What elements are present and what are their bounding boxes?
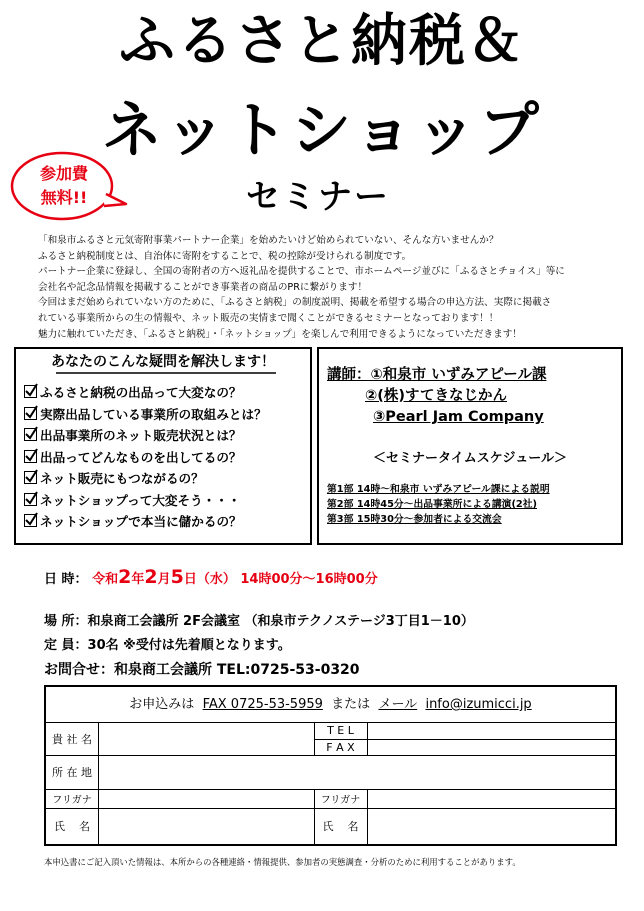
event-contact [44, 659, 360, 679]
form-header-prefix: お申込みは [129, 697, 195, 712]
address-field[interactable] [99, 756, 614, 788]
date-era: 令和 [92, 572, 119, 587]
lecturer-2: ②(株)すてきなじかん [365, 388, 507, 404]
event-place [44, 610, 474, 629]
furigana-field-1[interactable] [99, 790, 313, 807]
question-item [24, 381, 267, 403]
checkbox-icon [24, 493, 37, 506]
checkbox-icon [24, 428, 37, 441]
lecturer-3: ③Pearl Jam Company [373, 409, 544, 425]
address-label: 所 在 地 [52, 766, 92, 779]
intro-line: 会社名や記念品情報を掲載することができ事業者の商品のPRに繋がります！ [38, 281, 368, 293]
fax-label: F A X [326, 740, 355, 754]
questions-box [14, 347, 312, 545]
date-day: 5 [170, 566, 184, 588]
contact-label: お問合せ： [44, 662, 114, 678]
email-address[interactable]: info@izumicci.jp [425, 697, 532, 712]
intro-line: ふるさと納税制度とは、自治体に寄附をすることで、税の控除が受けられる制度です。 [38, 250, 412, 262]
schedule-title: ＜セミナータイムスケジュール＞ [373, 451, 567, 466]
capacity-label: 定 員： [44, 638, 88, 653]
lecturers-box [317, 347, 623, 545]
intro-text [38, 233, 618, 342]
date-value [92, 566, 378, 588]
question-text: ネットショップで本当に儲かるの？ [40, 514, 242, 530]
date-nen: 年 [131, 572, 145, 587]
form-or: または [331, 697, 371, 712]
questions-heading: あなたのこんな疑問を解決します！ [51, 354, 275, 370]
date-month: 2 [144, 566, 158, 588]
question-text: 出品事業所のネット販売状況とは？ [40, 428, 242, 444]
checkbox-icon [24, 407, 37, 420]
question-text: ネットショップって大変そう・・・ [40, 492, 241, 508]
question-item [24, 446, 267, 468]
question-item [24, 424, 267, 446]
schedule-item: 第2部 14時45分～出品事業所による講演(2社) [327, 499, 538, 510]
schedule-item: 第1部 14時～和泉市 いずみアピール課による説明 [327, 484, 550, 495]
date-year: 2 [118, 566, 132, 588]
company-label: 貴 社 名 [52, 732, 92, 746]
lecturer-label: 講師： [327, 367, 371, 383]
application-form [44, 685, 617, 846]
fax-number: FAX 0725-53-5959 [202, 697, 323, 712]
checkbox-icon [24, 471, 37, 484]
place-label: 場 所： [44, 614, 88, 629]
heading-underline [56, 371, 276, 375]
name-field-2[interactable] [368, 809, 614, 843]
free-badge [6, 148, 128, 232]
title-line-2: ネットショップ [102, 96, 542, 166]
checkbox-icon [24, 385, 37, 398]
schedule-list [327, 482, 550, 527]
question-item [24, 510, 267, 532]
date-gatsu: 月 [157, 572, 171, 587]
fax-field[interactable] [368, 740, 614, 754]
date-label: 日 時： [44, 572, 88, 587]
question-item [24, 467, 267, 489]
tel-label: T E L [327, 724, 354, 737]
place-value: 和泉商工会議所 2F会議室 （和泉市テクノステージ3丁目1－10） [87, 614, 474, 629]
form-header [46, 687, 615, 723]
question-text: 出品ってどんなものを出してるの？ [40, 449, 242, 465]
question-text: 実際出品している事業所の取組みとは？ [40, 406, 267, 422]
badge-line-2: 無料!! [40, 188, 88, 207]
checkbox-icon [24, 450, 37, 463]
lecturer-1: ①和泉市 いずみアピール課 [370, 367, 547, 383]
checkbox-icon [24, 514, 37, 527]
question-text: ネット販売にもつながるの？ [40, 471, 204, 487]
intro-line: 魅力に触れていただき、「ふるさと納税」・「ネットショップ」を楽しんで利用できるようになっていただきます！ [38, 328, 522, 340]
capacity-value: 30名 ※受付は先着順となります。 [87, 638, 291, 653]
badge-line-1: 参加費 [39, 164, 88, 183]
lecturer-line-1 [327, 365, 546, 385]
intro-line: パートナー企業に登録し、全国の寄附者の方へ返礼品を提供することで、市ホームページ並びに「ふるさとチョイス」等に [38, 266, 565, 278]
event-capacity [44, 634, 291, 653]
date-time: （水） 14時00分～16時00分 [196, 572, 378, 587]
furigana-label-1: フリガナ [52, 795, 92, 806]
title-line-1: ふるさと納税＆ [119, 9, 525, 74]
schedule-item: 第3部 15時30分～参加者による交流会 [327, 514, 502, 525]
questions-list [24, 381, 267, 532]
footnote: 本申込書にご記入頂いた情報は、本所からの各種連絡・情報提供、参加者の実態調査・分析のために利用することがあります。 [44, 857, 521, 867]
title-line-3: セミナー [246, 177, 390, 217]
date-nichi: 日 [183, 572, 197, 587]
furigana-label-2: フリガナ [320, 795, 361, 806]
name-label-1: 氏 名 [54, 820, 90, 833]
company-field[interactable] [99, 723, 313, 754]
intro-line: れている事業所からの生の情報や、ネット販売の実情まで聞くことができるセミナーとなっております！！ [38, 312, 499, 324]
question-item [24, 403, 267, 425]
tel-field[interactable] [368, 723, 614, 738]
intro-line: 「和泉市ふるさと元気寄附事業パートナー企業」を始めたいけど始められていない、そんな方いませんか？ [38, 235, 499, 246]
furigana-field-2[interactable] [368, 790, 614, 807]
event-date [44, 566, 378, 588]
question-text: ふるさと納税の出品って大変なの？ [40, 385, 242, 401]
mail-label: メール [378, 697, 418, 712]
question-item [24, 489, 267, 511]
intro-line: 今回はまだ始められていない方のために、「ふるさと納税」の制度説明、掲載を希望する場合の申込方法、実際に掲載さ [38, 297, 552, 309]
name-label-2: 氏 名 [322, 820, 359, 833]
contact-value: 和泉商工会議所 TEL:0725-53-0320 [114, 662, 360, 678]
name-field-1[interactable] [99, 809, 313, 843]
